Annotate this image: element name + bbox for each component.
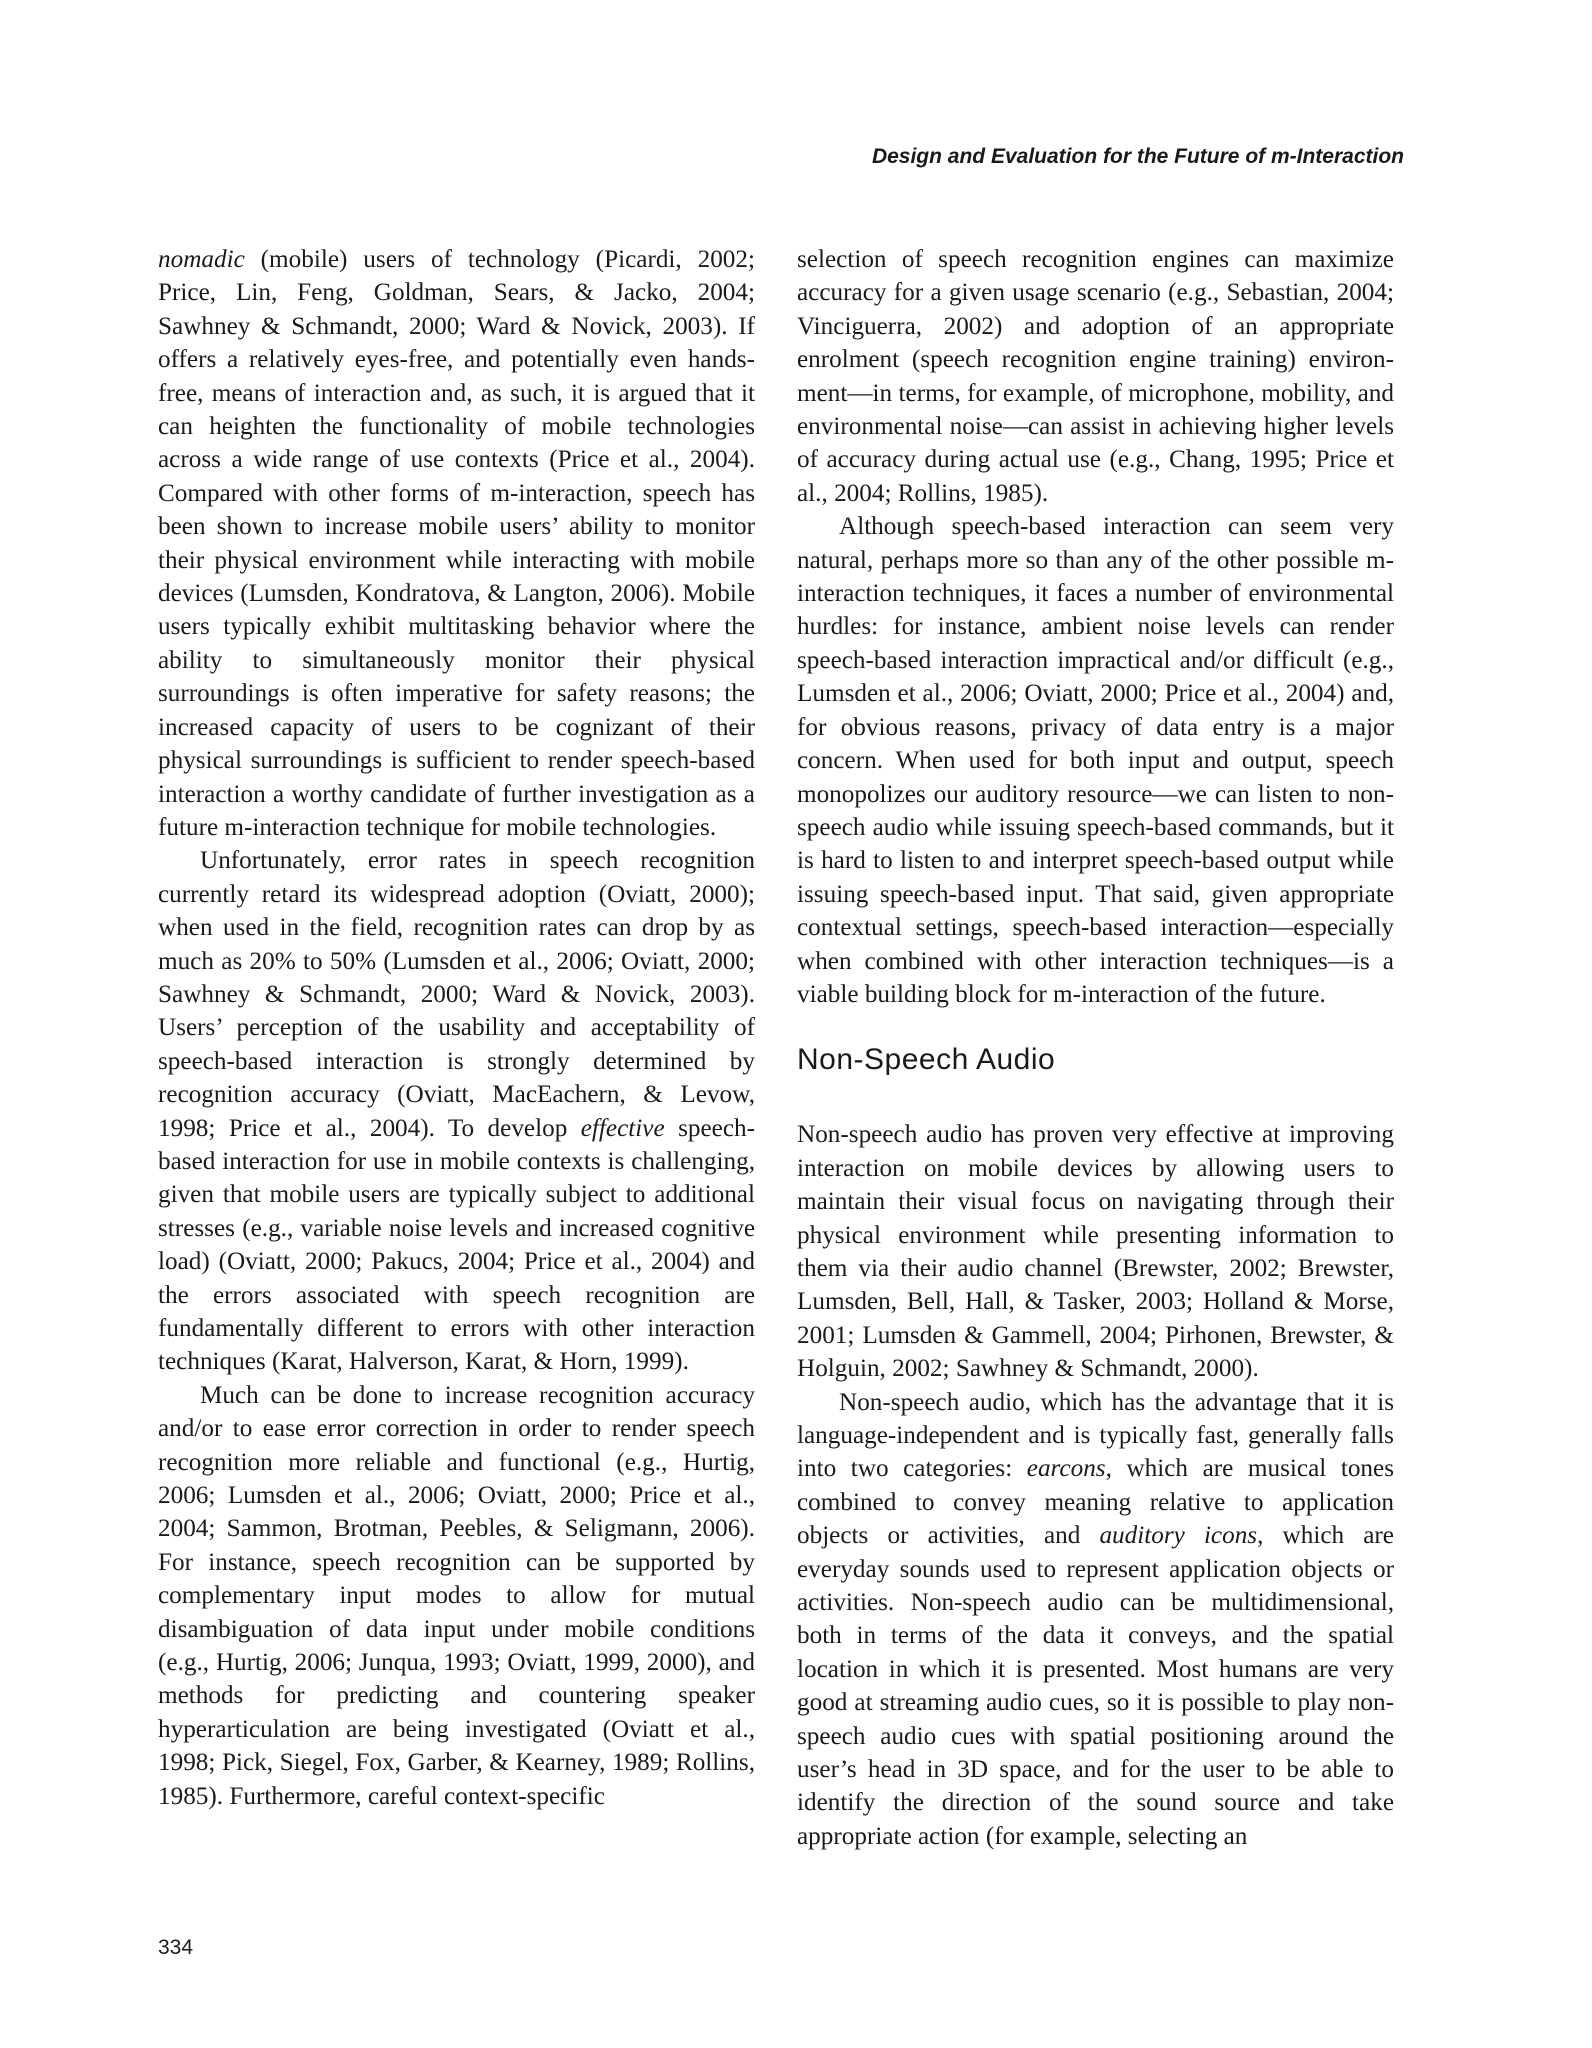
paragraph-text: Non-speech audio, which has the advantage that it is language-independent and is typically fast, generally falls into two categories: — [797, 1388, 1394, 1483]
section-heading: Non-Speech Audio — [797, 1043, 1056, 1077]
paragraph: Although speech-based interaction can seem very natural, perhaps more so than any of the other possible m-interaction techniques, it faces a number of environmental hurdles: for instance, ambient noise levels can render speech-based interaction impractical and/or difficult (e.g., Lumsden et al., 2006; Oviatt, 2000; Price et al., 2004) and, for obvious reasons, privacy of data entry is a major concern. When used for both input and output, speech monopolizes our auditory resource—we can listen to non-speech audio while issuing speech-based commands, but it is hard to listen to and interpret speech-based output while issuing speech-based input. That said, given appropriate contextual settings, speech-based interaction—especially when combined with other interaction techniques—is a viable building block for m-interaction of the future. — [797, 513, 1394, 1008]
running-head: Design and Evaluation for the Future of m-Interaction — [871, 145, 1404, 168]
paragraph-text: , which are everyday sounds used to represent application objects or activities. Non-speech audio can be multidimensional, both in terms of the data it conveys, and the spatial location in which it is presented. Most humans are very good at streaming audio cues, so it is possible to play non-speech audio cues with spatial positioning around the user’s head in 3D space, and for the user to be able to identify the direction of the sound source and take appropriate action (for example, selecting an — [797, 1522, 1394, 1850]
paragraph — [158, 844, 755, 1379]
emphasis: auditory icons — [1099, 1522, 1258, 1550]
paragraph-text: Unfortunately, error rates in speech recognition currently retard its widespread adoption (Oviatt, 2000); when used in the field, recognition rates can drop by as much as 20% to 50% (Lumsden et al., 2006; Oviatt, 2000; Sawhney & Schmandt, 2000; Ward & Novick, 2003). Users’ perception of the usability and acceptability of speech-based interaction is strongly determined by recognition accuracy (Oviatt, MacEachern, & Levow, 1998; Price et al., 2004). To develop — [158, 847, 755, 1142]
paragraph-text: speech-based interaction for use in mobile contexts is challenging, given that mobile users are typically subject to additional stresses (e.g., variable noise levels and increased cognitive load) (Oviatt, 2000; Pakucs, 2004; Price et al., 2004) and the errors associated with speech recognition are fundamentally different to errors with other interaction techniques (Karat, Halverson, Karat, & Horn, 1999). — [158, 1114, 755, 1376]
emphasis: earcons — [1026, 1455, 1106, 1483]
paragraph-text: , which are musical tones combined to convey meaning relative to application objects or activities, and — [797, 1455, 1394, 1550]
page-number: 334 — [158, 1936, 194, 1959]
right-column — [797, 243, 1394, 1853]
emphasis: effective — [580, 1114, 665, 1142]
paragraph: selection of speech recognition engines can maximize accuracy for a given usage scenario (e.g., Sebastian, 2004; Vinciguerra, 2002) and adoption of an appropriate enrolment (speech recognition engine training) environment—in terms, for example, of microphone, mobility, and environmental noise—can assist in achieving higher levels of accuracy during actual use (e.g., Chang, 1995; Price et al., 2004; Rollins, 1985). — [797, 246, 1394, 507]
emphasis: nomadic — [158, 246, 245, 273]
paragraph — [797, 1386, 1394, 1854]
paragraph — [158, 243, 755, 844]
left-column — [158, 243, 755, 1813]
paragraph: Much can be done to increase recognition accuracy and/or to ease error correction in order to render speech recognition more reliable and functional (e.g., Hurtig, 2006; Lumsden et al., 2006; Oviatt, 2000; Price et al., 2004; Sammon, Brotman, Peebles, & Seligmann, 2006). For instance, speech recognition can be supported by complementary input modes to allow for mutual disambiguation of data input under mobile conditions (e.g., Hurtig, 2006; Junqua, 1993; Oviatt, 1999, 2000), and methods for predicting and countering speaker hyperarticulation are being investigated (Oviatt et al., 1998; Pick, Siegel, Fox, Garber, & Kearney, 1989; Rollins, 1985). Furthermore, careful context-specific — [158, 1381, 755, 1810]
paragraph: Non-speech audio has proven very effective at improving interaction on mobile devices by allowing users to maintain their visual focus on navigating through their physical environment while presenting information to them via their audio channel (Brewster, 2002; Brewster, Lumsden, Bell, Hall, & Tasker, 2003; Holland & Morse, 2001; Lumsden & Gammell, 2004; Pirhonen, Brewster, & Holguin, 2002; Sawhney & Schmandt, 2000). — [797, 1121, 1394, 1383]
paragraph-text: (mobile) users of technology (Picardi, 2002; Price, Lin, Feng, Goldman, Sears, & Jacko, 2004; Sawhney & Schmandt, 2000; Ward & Novick, 2003). If offers a relatively eyes-free, and potentially even hands-free, means of interaction and, as such, it is argued that it can heighten the functionality of mobile technologies across a wide range of use contexts (Price et al., 2004). Compared with other forms of m-interaction, speech has been shown to increase mobile users’ ability to monitor their physical environment while interacting with mobile devices (Lumsden, Kondratova, & Langton, 2006). Mobile users typically exhibit multitasking behavior where the ability to simultaneously monitor their physical surroundings is often imperative for safety reasons; the increased capacity of users to be cognizant of their physical surroundings is sufficient to render speech-based interaction a worthy candidate of further investigation as a future m-interaction technique for mobile technologies. — [158, 246, 755, 841]
